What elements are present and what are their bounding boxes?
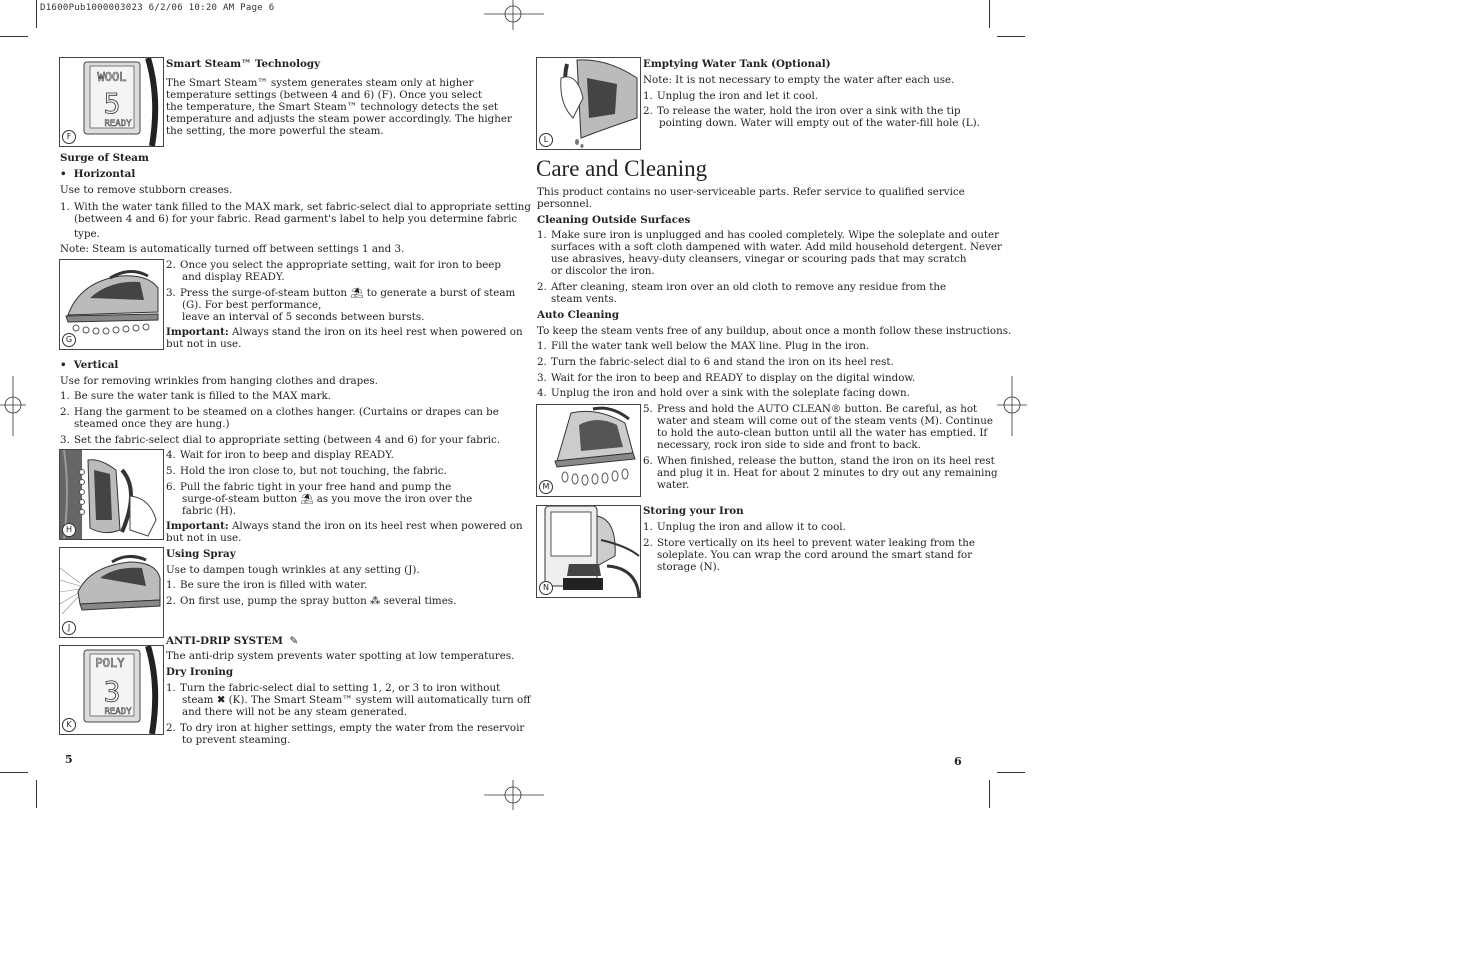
surge-of-steam-icon: ⛱ [297, 493, 317, 505]
list-item: 1. Unplug the iron and let it cool. [643, 90, 819, 102]
figure-j-spray [59, 547, 164, 638]
list-item: 1. With the water tank filled to the MAX mark, set fabric-select dial to appropriate setting [60, 201, 532, 213]
list-item: 6. Pull the fabric tight in your free hand and pump the [166, 481, 452, 493]
crop-mark [0, 772, 28, 773]
list-item-continued: surfaces with a soft cloth dampened with water. Add mild household detergent. Never [551, 241, 1002, 253]
crop-mark [989, 0, 990, 28]
bullet-icon: • [60, 168, 74, 180]
crop-mark [36, 780, 37, 808]
list-item-continued: and there will not be any steam generated. [182, 706, 408, 718]
figure-g-horizontal-steam [59, 259, 164, 350]
important-note: Important: Always stand the iron on its heel rest when powered on [166, 520, 523, 532]
outside-surfaces-title: Cleaning Outside Surfaces [537, 214, 691, 226]
list-item: 1. Fill the water tank well below the MAX line. Plug in the iron. [537, 340, 870, 352]
list-item: 2. Turn the fabric-select dial to 6 and stand the iron on its heel rest. [537, 356, 894, 368]
list-item-continued: type. [74, 228, 100, 240]
figure-f-lcd-display [59, 57, 164, 147]
list-item: 2. Once you select the appropriate setting, wait for iron to beep [166, 259, 501, 271]
registration-mark-right [997, 376, 1027, 436]
note-auto-off: Note: Steam is automatically turned off between settings 1 and 3. [60, 243, 405, 255]
list-item-continued: water and steam will come out of the steam vents (M). Continue [657, 415, 993, 427]
lcd-top-text: POLY [95, 656, 125, 670]
figure-l-emptying-tank [536, 57, 641, 150]
list-item-continued: soleplate. You can wrap the cord around the smart stand for [657, 549, 973, 561]
care-cleaning-heading: Care and Cleaning [536, 156, 708, 181]
figure-letter: K [62, 718, 76, 732]
list-item-continued: storage (N). [657, 561, 720, 573]
list-item: 5. Press and hold the AUTO CLEAN® button. Be careful, as hot [643, 403, 978, 415]
list-item: 1. Be sure the water tank is filled to the MAX mark. [60, 390, 332, 402]
antidrip-title: ANTI-DRIP SYSTEM ✎ [166, 635, 299, 647]
list-item: 1. Make sure iron is unplugged and has cooled completely. Wipe the soleplate and outer [537, 229, 999, 241]
registration-mark-top [484, 0, 544, 30]
horizontal-title: • Horizontal [60, 168, 136, 180]
figure-k-lcd-display [59, 645, 164, 735]
figure-letter: M [539, 480, 553, 494]
print-header: D1600Pub1000003023 6/2/06 10:20 AM Page 6 [40, 3, 275, 13]
empty-tank-note: Note: It is not necessary to empty the water after each use. [643, 74, 955, 86]
list-item: 3. Set the fabric-select dial to appropriate setting (between 4 and 6) for your fabric. [60, 434, 501, 446]
list-item-continued: pointing down. Water will empty out of the water-fill hole (L). [659, 117, 980, 129]
list-item-continued: (G). For best performance, [182, 299, 322, 311]
crop-mark [36, 0, 37, 28]
list-item: 2. Hang the garment to be steamed on a clothes hanger. (Curtains or drapes can be [60, 406, 499, 418]
anti-drip-icon: ✎ [282, 635, 299, 647]
empty-tank-title: Emptying Water Tank (Optional) [643, 58, 831, 70]
list-item-continued: and display READY. [182, 271, 285, 283]
crop-mark [0, 36, 28, 37]
figure-letter: G [62, 333, 76, 347]
lcd-number: 3 [103, 675, 121, 708]
list-item: 4. Wait for iron to beep and display READY. [166, 449, 394, 461]
page-number-left: 5 [65, 753, 73, 766]
bullet-icon: • [60, 359, 74, 371]
no-steam-icon: ✖ [213, 694, 229, 706]
list-item-continued: to prevent steaming. [182, 734, 291, 746]
spray-use: Use to dampen tough wrinkles at any setting (J). [166, 564, 420, 576]
list-item: 2. Store vertically on its heel to prevent water leaking from the [643, 537, 975, 549]
list-item: 2. On first use, pump the spray button ⁂ several times. [166, 595, 457, 607]
list-item: 1. Unplug the iron and allow it to cool. [643, 521, 846, 533]
care-intro-line: personnel. [537, 198, 593, 210]
lcd-number: 5 [103, 87, 121, 120]
list-item-continued: steam ✖ (K). The Smart Steam™ system will automatically turn off [182, 694, 531, 706]
list-item-continued: water. [657, 479, 690, 491]
surge-of-steam-icon: ⛱ [347, 287, 367, 299]
list-item-continued: (between 4 and 6) for your fabric. Read garment's label to help you determine fabric [74, 213, 518, 225]
vertical-title: • Vertical [60, 359, 119, 371]
crop-mark [989, 780, 990, 808]
list-item: 4. Unplug the iron and hold over a sink with the soleplate facing down. [537, 387, 910, 399]
list-item-continued: and plug it in. Heat for about 2 minutes to dry out any remaining [657, 467, 998, 479]
registration-mark-bottom [484, 780, 544, 810]
crop-mark [997, 772, 1025, 773]
list-item-continued: steamed once they are hung.) [74, 418, 230, 430]
smart-steam-text-line: the setting, the more powerful the steam. [166, 125, 384, 137]
horizontal-use: Use to remove stubborn creases. [60, 184, 233, 196]
vertical-use: Use for removing wrinkles from hanging clothes and drapes. [60, 375, 378, 387]
lcd-bottom-text: READY [104, 707, 132, 717]
smart-steam-text-line: temperature and adjusts the steam power accordingly. The higher [166, 113, 512, 125]
list-item-continued: or discolor the iron. [551, 265, 655, 277]
figure-letter: L [539, 133, 553, 147]
figure-letter: F [62, 130, 76, 144]
figure-letter: J [62, 621, 76, 635]
storing-title: Storing your Iron [643, 505, 744, 517]
list-item-continued: fabric (H). [182, 505, 237, 517]
smart-steam-title: Smart Steam™ Technology [166, 58, 321, 70]
list-item: 2. After cleaning, steam iron over an old cloth to remove any residue from the [537, 281, 947, 293]
surge-title: Surge of Steam [60, 152, 149, 164]
figure-n-storage [536, 505, 641, 598]
list-item-continued: necessary, rock iron side to side and front to back. [657, 439, 921, 451]
important-note-continued: but not in use. [166, 532, 242, 544]
registration-mark-left [0, 376, 26, 436]
list-item-continued: use abrasives, heavy-duty cleansers, vinegar or scouring pads that may scratch [551, 253, 967, 265]
smart-steam-text-line: The Smart Steam™ system generates steam only at higher [166, 77, 474, 89]
list-item: 2. To release the water, hold the iron over a sink with the tip [643, 105, 961, 117]
list-item: 1. Turn the fabric-select dial to setting 1, 2, or 3 to iron without [166, 682, 501, 694]
important-note: Important: Always stand the iron on its heel rest when powered on [166, 326, 523, 338]
figure-h-vertical-steam [59, 449, 164, 540]
important-note-continued: but not in use. [166, 338, 242, 350]
figure-m-auto-clean [536, 404, 641, 497]
lcd-top-text: WOOL [97, 70, 127, 84]
dry-ironing-title: Dry Ironing [166, 666, 234, 678]
list-item-continued: leave an interval of 5 seconds between bursts. [182, 311, 425, 323]
list-item: 1. Be sure the iron is filled with water. [166, 579, 368, 591]
list-item-continued: surge-of-steam button ⛱ as you move the iron over the [182, 493, 473, 505]
list-item: 6. When finished, release the button, stand the iron on its heel rest [643, 455, 995, 467]
list-item-continued: to hold the auto-clean button until all the water has emptied. If [657, 427, 988, 439]
page-number-right: 6 [954, 755, 962, 768]
care-intro-line: This product contains no user-serviceable parts. Refer service to qualified service [537, 186, 965, 198]
smart-steam-text-line: temperature settings (between 4 and 6) (F). Once you select [166, 89, 483, 101]
smart-steam-text-line: the temperature, the Smart Steam™ technology detects the set [166, 101, 499, 113]
spray-icon: ⁂ [366, 595, 384, 607]
auto-cleaning-title: Auto Cleaning [537, 309, 620, 321]
lcd-bottom-text: READY [104, 119, 132, 129]
list-item: 3. Wait for the iron to beep and READY to display on the digital window. [537, 372, 916, 384]
antidrip-text: The anti-drip system prevents water spotting at low temperatures. [166, 650, 515, 662]
list-item: 3. Press the surge-of-steam button ⛱ to generate a burst of steam [166, 287, 516, 299]
spray-title: Using Spray [166, 548, 236, 560]
list-item-continued: steam vents. [551, 293, 617, 305]
auto-cleaning-intro: To keep the steam vents free of any buildup, about once a month follow these instructions. [537, 325, 1012, 337]
list-item: 2. To dry iron at higher settings, empty the water from the reservoir [166, 722, 525, 734]
figure-letter: H [62, 523, 76, 537]
list-item: 5. Hold the iron close to, but not touching, the fabric. [166, 465, 447, 477]
figure-letter: N [539, 581, 553, 595]
crop-mark [997, 36, 1025, 37]
